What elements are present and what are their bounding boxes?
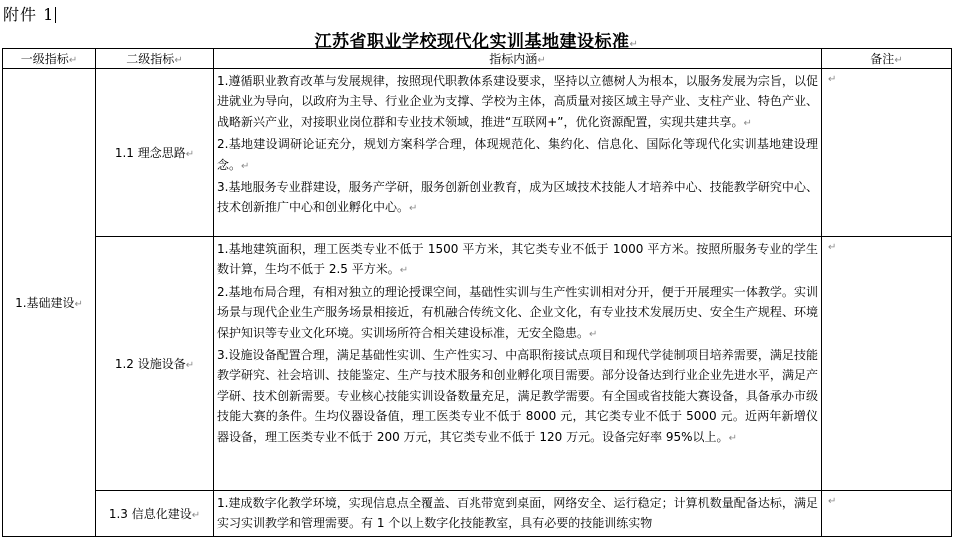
content-item: 1.遵循职业教育改革与发展规律，按照现代职教体系建设要求，坚持以立德树人为根本，以服务发展为宗旨，以促进就业为导向，以政府为主导、行业企业为支撑、学校为主体，高质量对接区域主导产业、支柱产业、特色产业、战略新兴产业，对接职业岗位群和专业技术领域，推进“互联网+”，优化资源配置，实现共建共享。↵ (217, 74, 818, 129)
text-cursor (55, 7, 56, 23)
content-item: 2.基地布局合理，有相对独立的理论授课空间，基础性实训与生产性实训相对分开，便于开展理实一体教学。实训场景与现代企业生产服务场景相接近，有机融合传统文化、企业文化，有专业技术发展历史、安全生产规程、环境保护知识等专业文化环境。实训场所符合相关建设标准，无安全隐患。↵ (217, 284, 818, 340)
table-row (3, 491, 952, 537)
table-row (3, 69, 952, 237)
content-cell (214, 491, 822, 537)
annex-label: 附件 1 (3, 5, 55, 24)
content-item: 1.基地建筑面积，理工医类专业不低于 1500 平方米，其它类专业不低于 1000 平方米。按照所服务专业的学生数计算，生均不低于 2.5 平方米。↵ (217, 242, 818, 277)
document-title: 江苏省职业学校现代化实训基地建设标准↵ (314, 32, 639, 52)
content-item: 3.设施设备配置合理，满足基础性实训、生产性实习、中高职衔接试点项目和现代学徒制项目培养需要，满足技能教学研究、社会培训、技能鉴定、生产与技术服务和创业孵化项目需要。部分设备达到行业企业先进水平，满足产学研、技术创新需要。专业核心技能实训设备数量充足，满足教学需要。有全国或省技能大赛设备，具备承办市级技能大赛的条件。生均仪器设备值，理工医类专业不低于 8000 元，其它类专业不低于 5000 元。近两年新增仪器设备，理工医类专业不低于 200 万元，其它类专业不低于 120 万元。设备完好率 95%以上。↵ (217, 348, 818, 444)
remarks-cell: ↵ (822, 69, 952, 237)
level2-cell: 1.1 理念思路↵ (96, 69, 214, 237)
level2-cell: 1.3 信息化建设↵ (96, 491, 214, 537)
remarks-cell: ↵ (822, 237, 952, 491)
content-cell (214, 69, 822, 237)
content-item: 3.基地服务专业群建设，服务产学研，服务创新创业教育，成为区域技术技能人才培养中心、技能教学研究中心、技术创新推广中心和创业孵化中心。↵ (217, 180, 818, 215)
header-level2: 二级指标↵ (96, 49, 214, 69)
header-remarks: 备注↵ (822, 49, 952, 69)
content-item: 1.建成数字化教学环境，实现信息点全覆盖、百兆带宽到桌面，网络安全、运行稳定；计算机数量配备达标，满足实习实训教学和管理需要。有 1 个以上数字化技能教室，具有必要的技能训练实物 (217, 496, 818, 531)
level1-cell: 1.基础建设↵ (3, 69, 96, 537)
content-cell (214, 237, 822, 491)
header-content: 指标内涵↵ (214, 49, 822, 69)
paragraph-mark: ↵ (629, 39, 639, 50)
table-row (3, 237, 952, 491)
level2-cell: 1.2 设施设备↵ (96, 237, 214, 491)
remarks-cell: ↵ (822, 491, 952, 537)
header-level1: 一级指标↵ (3, 49, 96, 69)
standards-table (2, 48, 952, 537)
table-header-row (3, 49, 952, 69)
content-item: 2.基地建设调研论证充分，规划方案科学合理，体现规范化、集约化、信息化、国际化等现代化实训基地建设理念。↵ (217, 137, 818, 172)
